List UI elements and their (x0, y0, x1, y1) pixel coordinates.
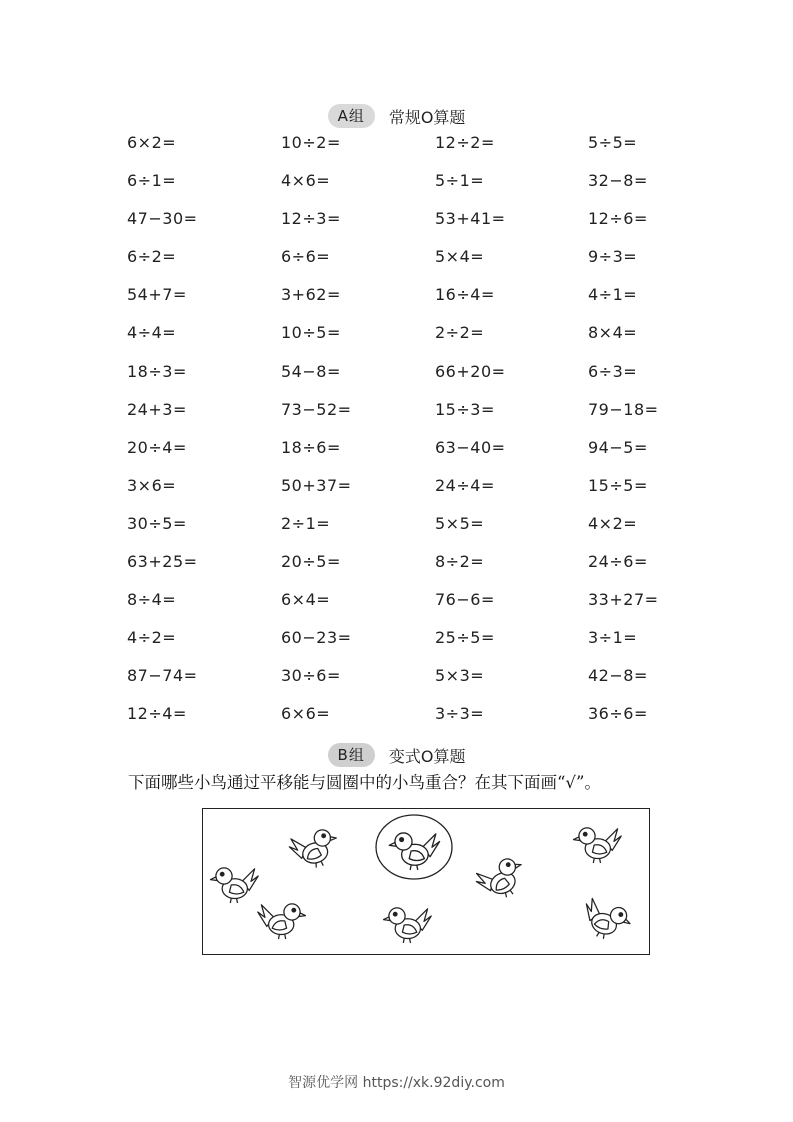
problem: 33+27= (588, 590, 659, 610)
bird-illustration-4 (384, 908, 432, 943)
problem-row (127, 476, 687, 514)
problem: 54−8= (281, 361, 341, 381)
problem: 6÷3= (588, 361, 638, 381)
problem: 6×2= (127, 133, 177, 152)
problem: 4÷2= (127, 628, 177, 648)
bird-illustration-5 (473, 854, 531, 906)
problem: 5×4= (435, 247, 485, 267)
problem: 4×2= (588, 513, 638, 533)
problem: 25÷5= (435, 628, 495, 648)
problem-row (127, 285, 687, 323)
problem: 3÷1= (588, 628, 638, 648)
problem: 9÷3= (588, 247, 638, 267)
section-b-title: 变式O算题 (388, 746, 466, 766)
problem: 79−18= (588, 399, 659, 419)
problem: 60−23= (281, 628, 352, 648)
problem-row (127, 628, 687, 666)
problem: 24÷4= (435, 475, 495, 495)
problem: 76−6= (435, 590, 495, 610)
problem: 3+62= (281, 285, 341, 305)
problem: 32−8= (588, 171, 648, 191)
problem-row (127, 247, 687, 285)
problem-row (127, 704, 687, 742)
problem: 30÷6= (281, 666, 341, 686)
problem-row (127, 666, 687, 704)
problem: 24+3= (127, 399, 187, 419)
section-a-badge: A组 (328, 104, 375, 128)
problem: 94−5= (588, 437, 648, 457)
problem: 63−40= (435, 437, 506, 457)
problem: 47−30= (127, 209, 198, 229)
problem: 3×6= (127, 475, 177, 495)
problem: 18÷3= (127, 361, 187, 381)
bird-illustration-6 (574, 828, 622, 863)
problem: 8÷4= (127, 590, 177, 610)
problem-row (127, 400, 687, 438)
problem: 12÷6= (588, 209, 648, 229)
problem: 42−8= (588, 666, 648, 686)
bird-illustration-3 (258, 904, 306, 939)
problem: 6×4= (281, 590, 331, 610)
problem: 30÷5= (127, 513, 187, 533)
problem: 73−52= (281, 399, 352, 419)
bird-illustration-1 (287, 827, 342, 873)
problem-row (127, 590, 687, 628)
footer-watermark: 智源优学网 https://xk.92diy.com (288, 1075, 505, 1091)
problem: 10÷2= (281, 133, 341, 152)
problem: 6÷6= (281, 247, 331, 267)
problem: 5×3= (435, 666, 485, 686)
problem: 36÷6= (588, 704, 648, 724)
problem-grid (127, 133, 687, 743)
problem: 4×6= (281, 171, 331, 191)
section-b-header (0, 743, 793, 767)
instruction-text: 下面哪些小鸟通过平移能与圆圈中的小鸟重合？在其下面画“√”。 (128, 773, 601, 792)
problem-row (127, 209, 687, 247)
problem: 15÷3= (435, 399, 495, 419)
problem: 3÷3= (435, 704, 485, 724)
problem: 2÷1= (281, 513, 331, 533)
reference-bird-illustration (389, 833, 439, 870)
problem: 10÷5= (281, 323, 341, 343)
problem: 8×4= (588, 323, 638, 343)
bird-illustration-7 (577, 896, 634, 945)
problem: 54+7= (127, 285, 187, 305)
problem-row (127, 323, 687, 361)
problem: 8÷2= (435, 552, 485, 572)
problem: 87−74= (127, 666, 198, 686)
bird-illustration-2 (211, 868, 259, 903)
problem: 4÷4= (127, 323, 177, 343)
problem: 50+37= (281, 475, 352, 495)
problem: 5÷5= (588, 133, 638, 152)
problem-row (127, 171, 687, 209)
problem: 63+25= (127, 552, 198, 572)
problem: 6÷1= (127, 171, 177, 191)
problem: 12÷3= (281, 209, 341, 229)
problem: 12÷4= (127, 704, 187, 724)
section-a-title: 常规O算题 (388, 107, 466, 127)
problem: 2÷2= (435, 323, 485, 343)
problem: 20÷4= (127, 437, 187, 457)
problem: 6×6= (281, 704, 331, 724)
section-a-header (0, 104, 793, 128)
problem: 12÷2= (435, 133, 495, 152)
problem-row (127, 438, 687, 476)
bird-picture-box (202, 808, 650, 955)
problem-row (127, 552, 687, 590)
problem-row (127, 514, 687, 552)
problem: 53+41= (435, 209, 506, 229)
problem: 4÷1= (588, 285, 638, 305)
section-b-badge: B组 (328, 743, 375, 767)
problem-row (127, 133, 687, 171)
problem: 24÷6= (588, 552, 648, 572)
problem: 20÷5= (281, 552, 341, 572)
problem-row (127, 362, 687, 400)
problem: 6÷2= (127, 247, 177, 267)
problem: 66+20= (435, 361, 506, 381)
problem: 5÷1= (435, 171, 485, 191)
problem: 16÷4= (435, 285, 495, 305)
problem: 5×5= (435, 513, 485, 533)
problem: 18÷6= (281, 437, 341, 457)
problem: 15÷5= (588, 475, 648, 495)
